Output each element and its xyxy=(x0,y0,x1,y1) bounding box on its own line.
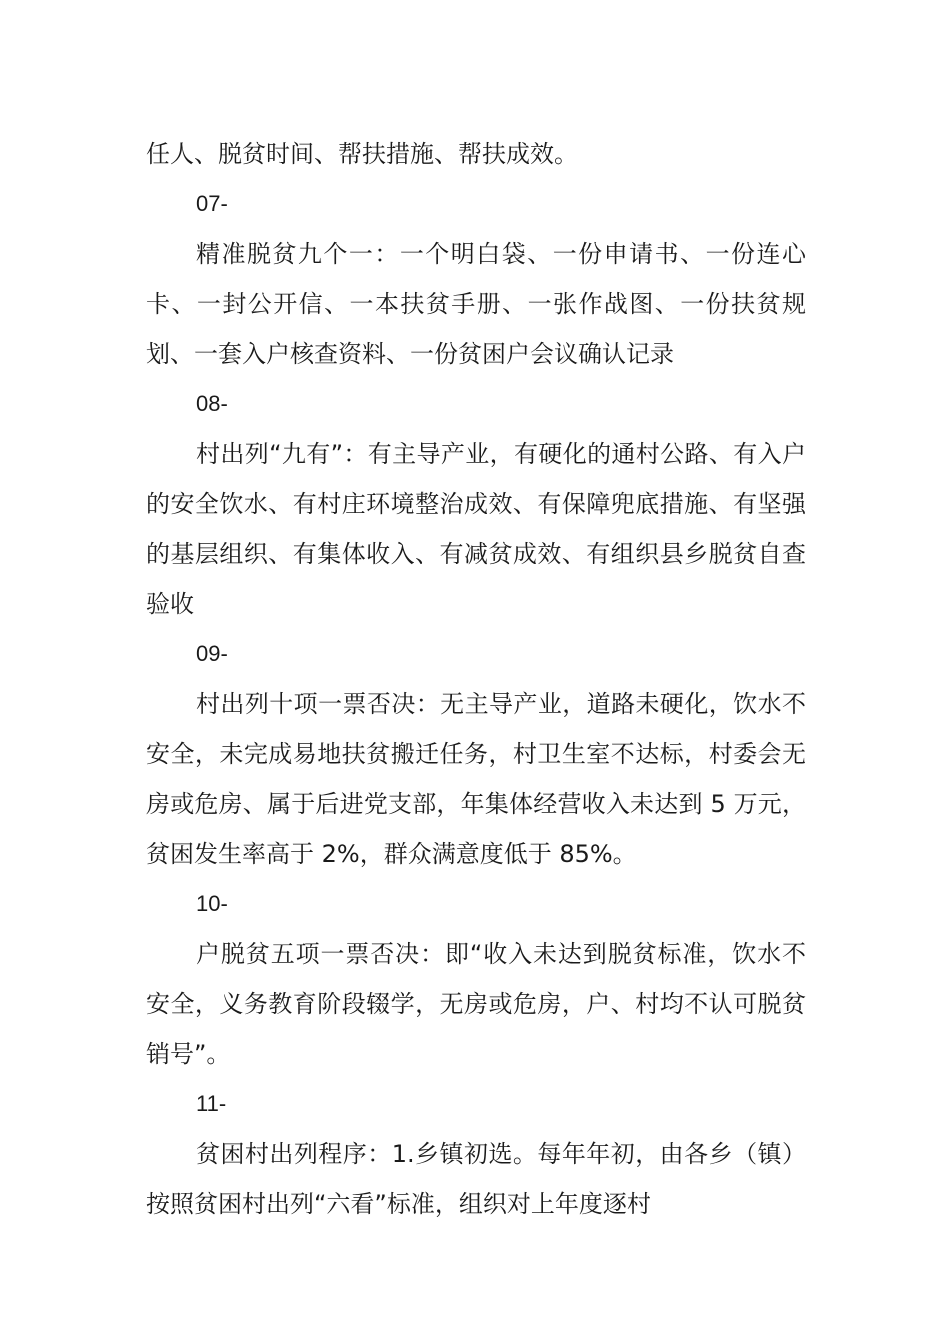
paragraph-household-five-vetoes: 户脱贫五项一票否决：即“收入未达到脱贫标准，饮水不安全，义务教育阶段辍学，无房或危房，户、村均不认可脱贫销号”。 xyxy=(146,940,806,1068)
paragraph-continuation: 任人、脱贫时间、帮扶措施、帮扶成效。 xyxy=(146,140,578,168)
section-number-07: 07- xyxy=(196,191,228,216)
section-number-10: 10- xyxy=(196,891,228,916)
paragraph-village-ten-vetoes: 村出列十项一票否决：无主导产业，道路未硬化，饮水不安全，未完成易地扶贫搬迁任务，村卫生室不达标，村委会无房或危房、属于后进党支部，年集体经营收入未达到 5 万元，贫困发生率高于 2%，群众满意度低于 85%。 xyxy=(146,690,806,868)
section-number-11: 11- xyxy=(196,1091,227,1116)
paragraph-village-exit-procedure: 贫困村出列程序：1.乡镇初选。每年年初，由各乡（镇）按照贫困村出列“六看”标准，组织对上年度逐村 xyxy=(146,1140,806,1218)
section-number-08: 08- xyxy=(196,391,228,416)
paragraph-nine-ones: 精准脱贫九个一：一个明白袋、一份申请书、一份连心卡、一封公开信、一本扶贫手册、一张作战图、一份扶贫规划、一套入户核查资料、一份贫困户会议确认记录 xyxy=(146,240,806,368)
document-body xyxy=(146,129,806,1229)
section-number-09: 09- xyxy=(196,641,228,666)
paragraph-village-nine-haves: 村出列“九有”：有主导产业，有硬化的通村公路、有入户的安全饮水、有村庄环境整治成效、有保障兜底措施、有坚强的基层组织、有集体收入、有减贫成效、有组织县乡脱贫自查验收 xyxy=(146,440,806,618)
